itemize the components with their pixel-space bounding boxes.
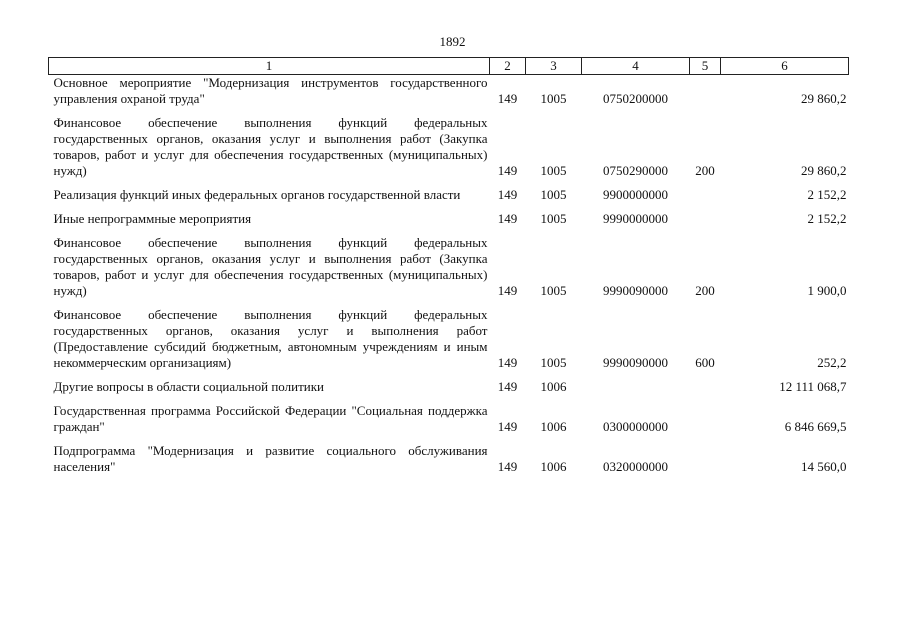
row-section-code: 1005 [540, 355, 567, 370]
row-name: Государственная программа Российской Федерации "Социальная поддержка граждан" [53, 403, 488, 434]
row-expense-type [690, 179, 721, 203]
row-target-code: 9990090000 [603, 283, 668, 298]
table-row [49, 75, 849, 108]
row-name: Основное мероприятие "Модернизация инструментов государственного управления охраной труда" [53, 75, 488, 106]
row-section-code: 1005 [540, 283, 567, 298]
row-amount: 12 111 068,7 [779, 379, 847, 394]
header-col-2: 2 [490, 58, 526, 75]
row-name: Реализация функций иных федеральных органов государственной власти [53, 187, 461, 202]
row-section-code: 1006 [540, 379, 567, 394]
row-target-code: 9900000000 [603, 187, 668, 202]
row-amount: 29 860,2 [801, 163, 847, 178]
table-row [49, 371, 849, 395]
row-amount: 252,2 [817, 355, 847, 370]
row-section-code: 1006 [540, 459, 567, 474]
row-target-code: 0300000000 [603, 419, 668, 434]
row-target-code: 0750200000 [603, 91, 668, 106]
row-expense-type [690, 395, 721, 435]
row-section-code: 1005 [540, 163, 567, 178]
row-expense-type [690, 203, 721, 227]
row-ministry-code: 149 [497, 91, 518, 106]
row-name: Финансовое обеспечение выполнения функций федеральных государственных органов, оказания услуг и выполнения работ (Закупка товаров, работ и услуг для обеспечения государственных (муниципальных) нужд) [53, 115, 488, 178]
row-expense-type: 200 [695, 163, 715, 178]
table-row [49, 395, 849, 435]
row-ministry-code: 149 [497, 163, 518, 178]
row-section-code: 1006 [540, 419, 567, 434]
row-amount: 14 560,0 [801, 459, 847, 474]
table-row [49, 435, 849, 475]
row-ministry-code: 149 [497, 379, 518, 394]
budget-table [48, 57, 849, 475]
header-col-6: 6 [721, 58, 849, 75]
row-target-code: 0750290000 [603, 163, 668, 178]
row-target-code: 0320000000 [603, 459, 668, 474]
row-ministry-code: 149 [497, 355, 518, 370]
row-amount: 1 900,0 [807, 283, 847, 298]
row-expense-type [690, 371, 721, 395]
row-amount: 2 152,2 [807, 187, 847, 202]
table-row [49, 203, 849, 227]
row-name: Финансовое обеспечение выполнения функций федеральных государственных органов, оказания услуг и выполнения работ (Предоставление субсидий бюджетным, автономным учреждениям и иным некоммерческим организациям) [53, 307, 488, 370]
table-row [49, 299, 849, 371]
table-row [49, 107, 849, 179]
row-ministry-code: 149 [497, 459, 518, 474]
row-target-code [582, 371, 690, 395]
row-section-code: 1005 [540, 187, 567, 202]
header-col-1: 1 [49, 58, 490, 75]
header-col-4: 4 [582, 58, 690, 75]
row-name: Финансовое обеспечение выполнения функций федеральных государственных органов, оказания услуг и выполнения работ (Закупка товаров, работ и услуг для обеспечения государственных (муниципальных) нужд) [53, 235, 488, 298]
page-number: 1892 [439, 34, 466, 49]
row-name: Подпрограмма "Модернизация и развитие социального обслуживания населения" [53, 443, 488, 474]
row-expense-type [690, 435, 721, 475]
row-section-code: 1005 [540, 91, 567, 106]
table-header-row [49, 58, 849, 75]
table-row [49, 179, 849, 203]
row-expense-type: 600 [695, 355, 715, 370]
row-ministry-code: 149 [497, 211, 518, 226]
header-col-5: 5 [690, 58, 721, 75]
row-ministry-code: 149 [497, 187, 518, 202]
row-ministry-code: 149 [497, 283, 518, 298]
row-name: Другие вопросы в области социальной политики [53, 379, 324, 394]
row-amount: 6 846 669,5 [784, 419, 847, 434]
row-expense-type [690, 75, 721, 108]
row-amount: 2 152,2 [807, 211, 847, 226]
row-expense-type: 200 [695, 283, 715, 298]
row-name: Иные непрограммные мероприятия [53, 211, 252, 226]
row-target-code: 9990000000 [603, 211, 668, 226]
row-ministry-code: 149 [497, 419, 518, 434]
row-target-code: 9990090000 [603, 355, 668, 370]
header-col-3: 3 [526, 58, 582, 75]
row-section-code: 1005 [540, 211, 567, 226]
table-row [49, 227, 849, 299]
row-amount: 29 860,2 [801, 91, 847, 106]
